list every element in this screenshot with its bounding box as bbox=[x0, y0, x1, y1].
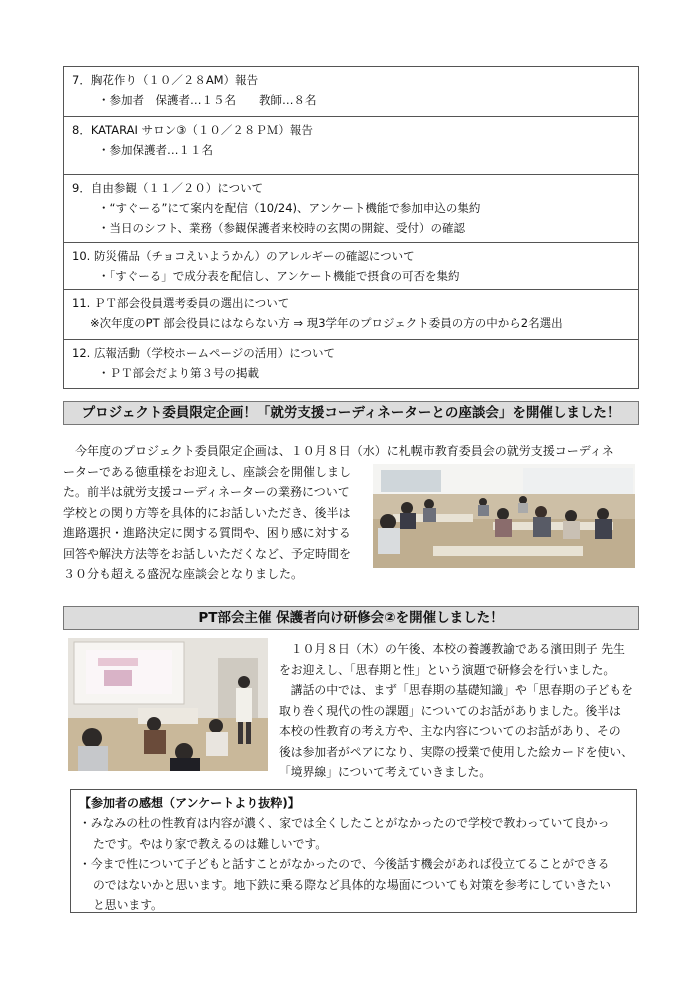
text-line: 今年度のプロジェクト委員限定企画は、１０月８日（水）に札幌市教育委員会の就労支援コーディネ bbox=[63, 444, 614, 458]
agenda-title: 7．胸花作り（１０／２８AM）報告 bbox=[72, 73, 259, 87]
agenda-title: 10. 防災備品（チョコえいようかん）のアレルギーの確認について bbox=[72, 249, 415, 263]
meeting-photo bbox=[373, 464, 635, 568]
section1-heading: プロジェクト委員限定企画！「就労支援コーディネーターとの座談会」を開催しました！ bbox=[63, 401, 639, 425]
agenda-item-8 bbox=[64, 117, 638, 175]
agenda-title: 8．KATARAI サロン③（１０／２８ＰＭ）報告 bbox=[72, 123, 313, 137]
agenda-item-11 bbox=[64, 290, 638, 340]
section2-paragraph bbox=[279, 639, 633, 783]
text-line: 進路選択・進路決定に関する質問や、困り感に対する bbox=[63, 526, 351, 540]
agenda-detail: ・「すぐーる」で成分表を配信し、アンケート機能で摂食の可否を集約 bbox=[98, 269, 460, 283]
agenda-item-10 bbox=[64, 243, 638, 290]
feedback-heading: 【参加者の感想（アンケートより抜粋)】 bbox=[79, 796, 300, 810]
agenda-title: 12. 広報活動（学校ホームページの活用）について bbox=[72, 346, 335, 360]
agenda-detail: ・当日のシフト、業務（参観保護者来校時の玄関の開錠、受付）の確認 bbox=[98, 221, 465, 235]
feedback-item: ・今まで性について子どもと話すことがなかったので、今後話す機会があれば役立てることができる bbox=[79, 857, 610, 871]
text-line: ３０分も超える盛況な座談会となりました。 bbox=[63, 567, 304, 581]
lecture-photo bbox=[68, 638, 268, 771]
agenda-table bbox=[63, 66, 639, 389]
agenda-item-12 bbox=[64, 340, 638, 388]
text-line: をお迎えし、「思春期と性」という演題で研修会を行いました。 bbox=[279, 662, 616, 677]
text-line: １０月８日（木）の午後、本校の養護教諭である濱田則子 先生 bbox=[279, 642, 625, 656]
feedback-item-continued: のではないかと思います。地下鉄に乗る際など具体的な場面についても対策を参考にしていきたい bbox=[93, 877, 611, 892]
agenda-detail: ・“すぐーる”にて案内を配信（10/24)、アンケート機能で参加申込の集約 bbox=[98, 201, 481, 215]
section2-heading: PT部会主催 保護者向け研修会②を開催しました！ bbox=[63, 606, 639, 630]
text-line: ーターである徳重様をお迎えし、座談会を開催しまし bbox=[63, 464, 352, 479]
agenda-detail: ・参加者 保護者…１５名 教師…８名 bbox=[98, 93, 317, 107]
text-line: 講話の中では、まず「思春期の基礎知識」や「思春期の子どもを bbox=[279, 683, 633, 697]
agenda-title: 11. ＰＴ部会役員選考委員の選出について bbox=[72, 296, 290, 310]
text-line: 回答や解決方法等をお話しいただくなど、予定時間を bbox=[63, 546, 352, 561]
agenda-detail: ※次年度のPT 部会役員にはならない方 ⇒ 現3学年のプロジェクト委員の方の中から2名選出 bbox=[90, 316, 563, 330]
agenda-item-7 bbox=[64, 67, 638, 117]
agenda-detail: ・参加保護者…１１名 bbox=[98, 143, 213, 157]
text-line: 学校との関り方等を具体的にお話しいただき、後半は bbox=[63, 505, 351, 520]
text-line: た。前半は就労支援コーディネーターの業務について bbox=[63, 485, 350, 499]
text-line: 後は参加者がペアになり、実際の授業で使用した絵カードを使い、 bbox=[279, 744, 633, 759]
text-line: 本校の性教育の考え方や、主な内容についてのお話があり、その bbox=[279, 724, 621, 738]
feedback-item: ・みなみの杜の性教育は内容が濃く、家では全くしたことがなかったので学校で教わっていて良かっ bbox=[79, 816, 610, 830]
text-line: 取り巻く現代の性の課題」についてのお話がありました。後半は bbox=[279, 703, 621, 718]
agenda-item-9 bbox=[64, 175, 638, 243]
agenda-detail: ・ＰＴ部会だより第３号の掲載 bbox=[98, 366, 259, 380]
participant-feedback-box bbox=[70, 789, 637, 913]
feedback-item-continued: と思います。 bbox=[93, 898, 163, 912]
text-line: 「境界線」について考えていきました。 bbox=[279, 765, 492, 779]
feedback-item-continued: たです。やはり家で教えるのは難しいです。 bbox=[93, 836, 328, 851]
agenda-title: 9．自由参観（１１／２０）について bbox=[72, 181, 264, 195]
